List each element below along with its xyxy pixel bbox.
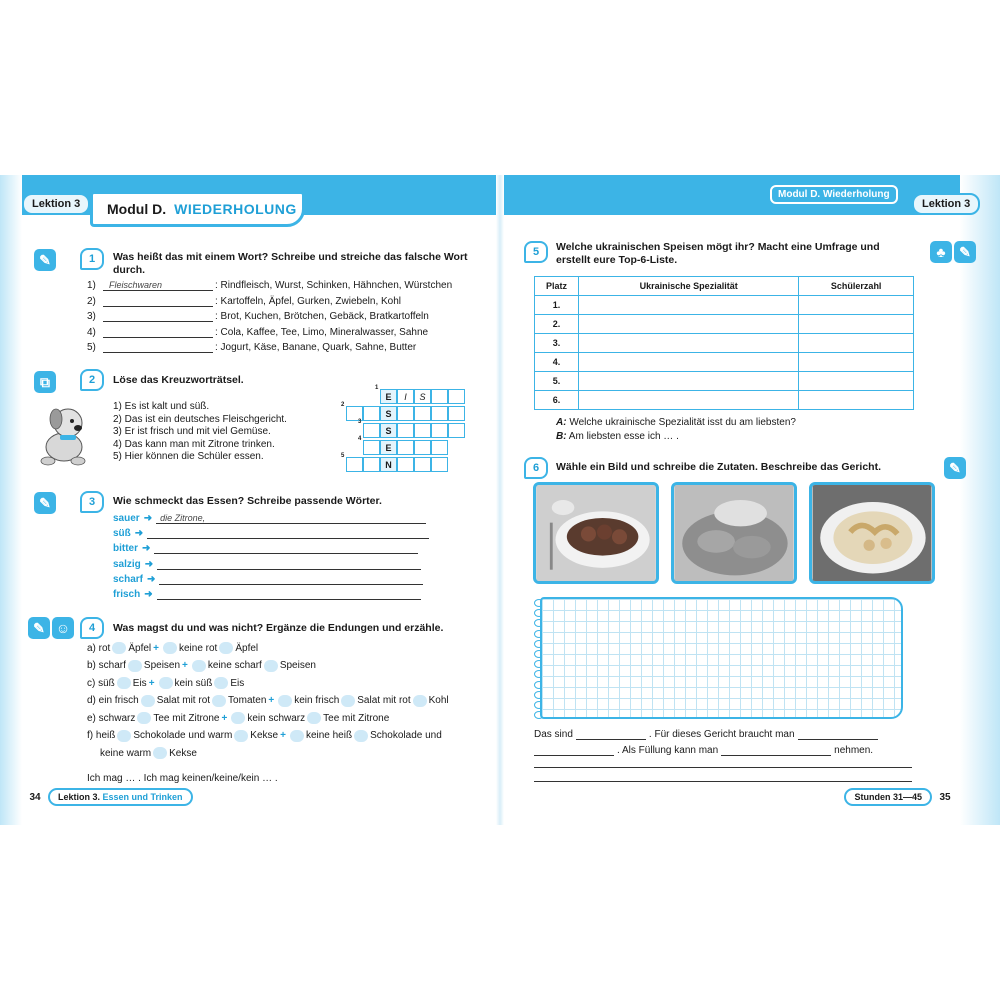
- task4-segment: c) süß: [87, 677, 115, 689]
- clue-1: 1) Es ist kalt und süß.: [113, 401, 210, 412]
- speciality-cell[interactable]: [579, 334, 799, 353]
- arrow-right-icon: ➜: [134, 528, 144, 540]
- modul-prefix: Modul D.: [107, 201, 167, 217]
- fill-line-2-mid: . Als Füllung kann man: [617, 745, 719, 756]
- ending-blank[interactable]: [354, 730, 368, 742]
- task4-segment: kein frisch: [294, 695, 340, 706]
- crossword-cell[interactable]: [414, 406, 431, 421]
- task6-title: Wähle ein Bild und schreibe die Zutaten. Beschreibe das Gericht.: [556, 461, 881, 473]
- place-cell: 6.: [535, 391, 579, 410]
- task4-segment: Äpfel: [235, 642, 259, 654]
- task1-row: [87, 311, 429, 322]
- modul-title-box: [90, 191, 305, 227]
- plus-icon: +: [153, 642, 159, 654]
- taste-answer-line[interactable]: [154, 543, 418, 554]
- task4-row: [100, 747, 197, 759]
- crossword-cell[interactable]: [397, 406, 414, 421]
- task4-row: [87, 642, 258, 654]
- task4-row: [87, 695, 449, 707]
- ending-blank[interactable]: [413, 695, 427, 707]
- count-cell[interactable]: [799, 334, 914, 353]
- count-cell[interactable]: [799, 315, 914, 334]
- speciality-cell[interactable]: [579, 353, 799, 372]
- crossword-key-letter: S: [385, 425, 392, 436]
- task1-row: [87, 327, 428, 338]
- crossword-key-letter: N: [385, 459, 392, 470]
- task-number-1: 1: [80, 248, 104, 270]
- taste-word: sauer: [113, 513, 140, 524]
- clue-5: 5) Hier können die Schüler essen.: [113, 451, 264, 463]
- dialog-b: [556, 431, 679, 442]
- taste-row: [113, 513, 426, 524]
- crossword-cell[interactable]: [431, 389, 448, 404]
- dialog-a-text: Welche ukrainische Spezialität isst du am liebsten?: [569, 417, 796, 428]
- table-row: [535, 334, 914, 353]
- dialog-a-label: A:: [556, 417, 567, 428]
- crossword-clue-number: 1: [375, 385, 379, 391]
- task4-segment: kein schwarz: [247, 712, 306, 724]
- taste-word: bitter: [113, 543, 138, 555]
- task-number-6: 6: [524, 457, 548, 479]
- taste-answer-line[interactable]: [157, 589, 421, 600]
- task1-row-words: : Rindfleisch, Wurst, Schinken, Hähnchen, Würstchen: [215, 280, 453, 291]
- plus-icon: +: [182, 660, 188, 671]
- speciality-cell[interactable]: [579, 391, 799, 410]
- crossword-clue-number: 4: [358, 436, 362, 442]
- blank-filling[interactable]: [721, 746, 831, 756]
- crossword-filled-letter: S: [419, 391, 426, 402]
- crossword-cell[interactable]: [448, 389, 465, 404]
- dialog-b-text: Am liebsten esse ich … .: [568, 431, 679, 442]
- blank-ingredients[interactable]: [798, 730, 878, 740]
- taste-answer-line[interactable]: [159, 574, 423, 585]
- task4-segment: Tee mit Zitrone: [323, 712, 390, 724]
- task1-row-number: 4): [87, 326, 96, 338]
- task1-answer-blank[interactable]: [103, 327, 213, 338]
- task1-answer-blank[interactable]: [103, 311, 213, 322]
- count-cell[interactable]: [799, 391, 914, 410]
- ending-blank[interactable]: [290, 730, 304, 742]
- right-edge-shade: [960, 175, 1000, 825]
- ending-blank[interactable]: [192, 660, 206, 672]
- fill-line-2: [534, 745, 873, 756]
- task4-row: [87, 677, 244, 689]
- crossword-cell[interactable]: [431, 440, 448, 455]
- dialog-a: [556, 417, 796, 428]
- top6-table: [534, 276, 914, 410]
- task4-segment: kein süß: [174, 677, 213, 689]
- task1-row-number: 2): [87, 295, 96, 307]
- count-cell[interactable]: [799, 372, 914, 391]
- food-photo-2: [671, 482, 797, 584]
- plus-icon: +: [221, 712, 228, 724]
- crossword-cell[interactable]: [414, 423, 431, 438]
- ending-blank[interactable]: [137, 712, 151, 724]
- task1-row-words: : Kartoffeln, Äpfel, Gurken, Zwiebeln, Kohl: [215, 295, 402, 307]
- place-cell: 1.: [535, 296, 579, 315]
- task1-row-words: : Cola, Kaffee, Tee, Limo, Mineralwasser, Sahne: [215, 326, 429, 338]
- fill-line-1: [534, 729, 881, 740]
- crossword-clue-number: 5: [341, 453, 345, 459]
- crossword-key-letter: E: [385, 391, 392, 402]
- ending-blank[interactable]: [153, 747, 167, 759]
- taste-row: [113, 543, 418, 554]
- crossword-cell[interactable]: [431, 457, 448, 472]
- task4-segment: Salat mit rot: [357, 695, 411, 706]
- task4-segment: b) scharf: [87, 660, 126, 671]
- fill-line-1-mid: . Für dieses Gericht braucht man: [648, 729, 795, 740]
- arrow-right-icon: ➜: [142, 543, 151, 555]
- table-row: [535, 353, 914, 372]
- arrow-right-icon: ➜: [147, 573, 156, 585]
- pencil-icon: ✎: [28, 617, 50, 639]
- task4-segment: Speisen: [279, 660, 316, 671]
- taste-row: [113, 528, 429, 539]
- task4-segment: e) schwarz: [87, 712, 136, 724]
- task4-segment: a) rot: [87, 642, 111, 654]
- taste-word: süß: [113, 528, 131, 540]
- task1-row-words: : Jogurt, Käse, Banane, Quark, Sahne, Butter: [215, 342, 417, 353]
- crossword-cell[interactable]: [358, 436, 380, 455]
- ending-blank[interactable]: [219, 642, 233, 654]
- place-cell: 3.: [535, 334, 579, 353]
- count-cell[interactable]: [799, 296, 914, 315]
- crossword-key-letter: E: [385, 442, 392, 453]
- task1-row: [87, 280, 452, 291]
- task5-title: Welche ukrainischen Speisen mögt ihr? Macht eine Umfrage und erstellt eure Top-6-Liste.: [556, 241, 880, 266]
- taste-answer-line[interactable]: [157, 559, 421, 570]
- textbook-spread: [0, 175, 1000, 825]
- food-photo-3-image: [812, 485, 932, 581]
- food-photo-3: [809, 482, 935, 584]
- task3-title: Wie schmeckt das Essen? Schreibe passende Wörter.: [113, 495, 382, 507]
- lektion-tab-left: Lektion 3: [22, 193, 90, 215]
- crossword-cell[interactable]: [448, 406, 465, 421]
- crossword-key-cell[interactable]: [380, 457, 397, 472]
- ending-blank[interactable]: [278, 695, 292, 707]
- task4-title: Was magst du und was nicht? Ergänze die Endungen und erzähle.: [113, 622, 444, 634]
- left-edge-shade: [0, 175, 22, 825]
- page-number-left: 34: [29, 791, 41, 803]
- crossword-cell[interactable]: [358, 419, 380, 438]
- blank-ingredients-cont[interactable]: [534, 746, 614, 756]
- crossword-key-cell[interactable]: [380, 423, 397, 438]
- task4-segment: Tee mit Zitrone: [153, 712, 220, 724]
- ending-blank[interactable]: [159, 677, 173, 689]
- task4-segment: Schokolade und: [370, 730, 442, 741]
- crossword-cell[interactable]: [414, 389, 431, 404]
- task4-segment: Eis: [230, 677, 245, 689]
- footer-lektion: [48, 788, 193, 806]
- crossword-clue-number: 3: [358, 419, 362, 425]
- food-photo-1: [533, 482, 659, 584]
- task1-answer-blank[interactable]: [103, 342, 213, 353]
- plus-icon: +: [268, 695, 275, 706]
- crossword-key-cell[interactable]: [380, 440, 397, 455]
- plus-icon: +: [148, 677, 155, 689]
- taste-answer-line[interactable]: [147, 528, 429, 539]
- task4-segment: keine scharf: [207, 660, 262, 671]
- task4-segment: Kohl: [428, 695, 449, 706]
- modul-tag-right: Modul D. Wiederholung: [770, 185, 898, 204]
- col-schuelerzahl: Schülerzahl: [799, 277, 914, 296]
- task1-answer-blank[interactable]: Fleischwaren: [103, 280, 213, 291]
- taste-word: frisch: [113, 589, 141, 600]
- answer-line-3[interactable]: [534, 767, 912, 768]
- pencil-icon: ✎: [34, 249, 56, 271]
- task2-title: Löse das Kreuzworträtsel.: [113, 374, 244, 386]
- blank-dishes[interactable]: [576, 730, 646, 740]
- task4-segment: Kekse: [250, 730, 279, 741]
- ending-blank[interactable]: [128, 660, 142, 672]
- pencil-icon: ✎: [34, 492, 56, 514]
- task1-row-number: 1): [87, 280, 96, 291]
- taste-row: [113, 574, 423, 585]
- crossword-cell[interactable]: [397, 440, 414, 455]
- task4-segment: Äpfel: [128, 642, 152, 654]
- task1-row: [87, 342, 416, 353]
- arrow-right-icon: ➜: [143, 513, 153, 524]
- dialog-b-label: B:: [556, 431, 567, 442]
- footer-lektion-prefix: Lektion 3.: [58, 792, 101, 802]
- ending-blank[interactable]: [117, 730, 131, 742]
- group-icon: ♣: [930, 241, 952, 263]
- footer-stunden: Stunden 31—45: [844, 788, 932, 806]
- crossword-cell[interactable]: [363, 457, 380, 472]
- clue-4: 4) Das kann man mit Zitrone trinken.: [113, 438, 275, 450]
- taste-answer-line[interactable]: die Zitrone,: [156, 513, 426, 524]
- ending-blank[interactable]: [214, 677, 228, 689]
- clue-2: 2) Das ist ein deutsches Fleischgericht.: [113, 413, 287, 425]
- taste-row: [113, 589, 421, 600]
- fill-line-2-end: nehmen.: [834, 745, 874, 756]
- crossword-cell[interactable]: [431, 406, 448, 421]
- crossword-cell[interactable]: [414, 440, 431, 455]
- task-number-4: 4: [80, 617, 104, 639]
- task4-segment: f) heiß: [87, 730, 116, 741]
- ending-blank[interactable]: [307, 712, 321, 724]
- crossword-cell[interactable]: [448, 423, 465, 438]
- task-number-2: 2: [80, 369, 104, 391]
- lektion-tab-right: Lektion 3: [912, 193, 980, 215]
- count-cell[interactable]: [799, 353, 914, 372]
- task-number-3: 3: [80, 491, 104, 513]
- food-photo-1-image: [536, 485, 656, 581]
- crossword-cell[interactable]: [341, 453, 363, 472]
- speciality-cell[interactable]: [579, 315, 799, 334]
- task1-row: [87, 296, 401, 307]
- task4-segment: Tomaten: [228, 695, 267, 706]
- task1-row-number: 5): [87, 342, 96, 353]
- footer-right: [844, 787, 958, 807]
- crossword-cell[interactable]: [397, 423, 414, 438]
- task4-segment: Kekse: [169, 747, 197, 759]
- speciality-cell[interactable]: [579, 296, 799, 315]
- taste-word: scharf: [113, 573, 144, 585]
- task-number-5: 5: [524, 241, 548, 263]
- crossword-key-cell[interactable]: [380, 406, 397, 421]
- arrow-right-icon: ➜: [144, 589, 153, 600]
- table-row: [535, 391, 914, 410]
- col-platz: Platz: [535, 277, 579, 296]
- taste-word: salzig: [113, 558, 141, 570]
- table-row: [535, 372, 914, 391]
- task1-row-number: 3): [87, 311, 96, 322]
- task4-segment: Speisen: [143, 660, 181, 671]
- ending-blank[interactable]: [163, 642, 177, 654]
- crossword-filled-letter: I: [404, 391, 407, 402]
- crossword-clue-number: 2: [341, 402, 345, 408]
- task4-segment: keine warm: [100, 747, 152, 759]
- footer-lektion-topic: Essen und Trinken: [102, 792, 183, 802]
- arrow-right-icon: ➜: [144, 558, 154, 570]
- ending-blank[interactable]: [234, 730, 248, 742]
- place-cell: 2.: [535, 315, 579, 334]
- ending-blank[interactable]: [117, 677, 131, 689]
- task4-footer-line: Ich mag … . Ich mag keinen/keine/kein … .: [87, 773, 278, 784]
- crossword-clues: [113, 401, 287, 464]
- pencil-icon: ✎: [944, 457, 966, 479]
- task4-segment: Eis: [132, 677, 147, 689]
- writing-grid[interactable]: [540, 597, 903, 719]
- crossword-cell[interactable]: [397, 389, 414, 404]
- taste-row: [113, 559, 421, 570]
- ending-blank[interactable]: [112, 642, 126, 654]
- task4-segment: Salat mit rot: [156, 695, 211, 706]
- crossword-key-cell[interactable]: [375, 385, 397, 404]
- answer-line-4[interactable]: [534, 781, 912, 782]
- task4-segment: keine rot: [178, 642, 218, 654]
- col-spezialitaet: Ukrainische Spezialität: [579, 277, 799, 296]
- plus-icon: +: [280, 730, 286, 741]
- page-number-right: 35: [939, 791, 951, 803]
- task1-row-words: : Brot, Kuchen, Brötchen, Gebäck, Bratkartoffeln: [215, 311, 429, 322]
- place-cell: 4.: [535, 353, 579, 372]
- crossword-cell[interactable]: [397, 457, 414, 472]
- footer-left: [22, 787, 193, 807]
- ending-blank[interactable]: [264, 660, 278, 672]
- speech-icon: ☺: [52, 617, 74, 639]
- task4-segment: Schokolade und warm: [133, 730, 233, 741]
- crossword-cell[interactable]: [414, 457, 431, 472]
- clue-3: 3) Er ist frisch und mit viel Gemüse.: [113, 426, 271, 438]
- speciality-cell[interactable]: [579, 372, 799, 391]
- task4-row: [87, 712, 389, 724]
- ending-blank[interactable]: [141, 695, 155, 707]
- ending-blank[interactable]: [341, 695, 355, 707]
- crossword-cell[interactable]: [363, 406, 380, 421]
- table-row: [535, 315, 914, 334]
- task1-answer-blank[interactable]: [103, 296, 213, 307]
- crossword-cell[interactable]: [431, 423, 448, 438]
- task4-row: [87, 730, 442, 742]
- task4-row: [87, 660, 316, 672]
- puzzle-icon: ⧉: [34, 371, 56, 393]
- task4-segment: keine heiß: [305, 730, 353, 741]
- ending-blank[interactable]: [231, 712, 245, 724]
- pencil-icon: ✎: [954, 241, 976, 263]
- fill-line-1-start: Das sind: [534, 729, 573, 740]
- page-gutter: [496, 175, 504, 825]
- task4-segment: d) ein frisch: [87, 695, 139, 706]
- modul-title: WIEDERHOLUNG: [174, 201, 297, 217]
- ending-blank[interactable]: [212, 695, 226, 707]
- crossword-key-letter: S: [385, 408, 392, 419]
- dog-mascot-icon: [34, 401, 92, 467]
- food-photo-2-image: [674, 485, 794, 581]
- place-cell: 5.: [535, 372, 579, 391]
- task1-title: Was heißt das mit einem Wort? Schreibe und streiche das falsche Wort durch.: [113, 251, 468, 276]
- table-row: [535, 296, 914, 315]
